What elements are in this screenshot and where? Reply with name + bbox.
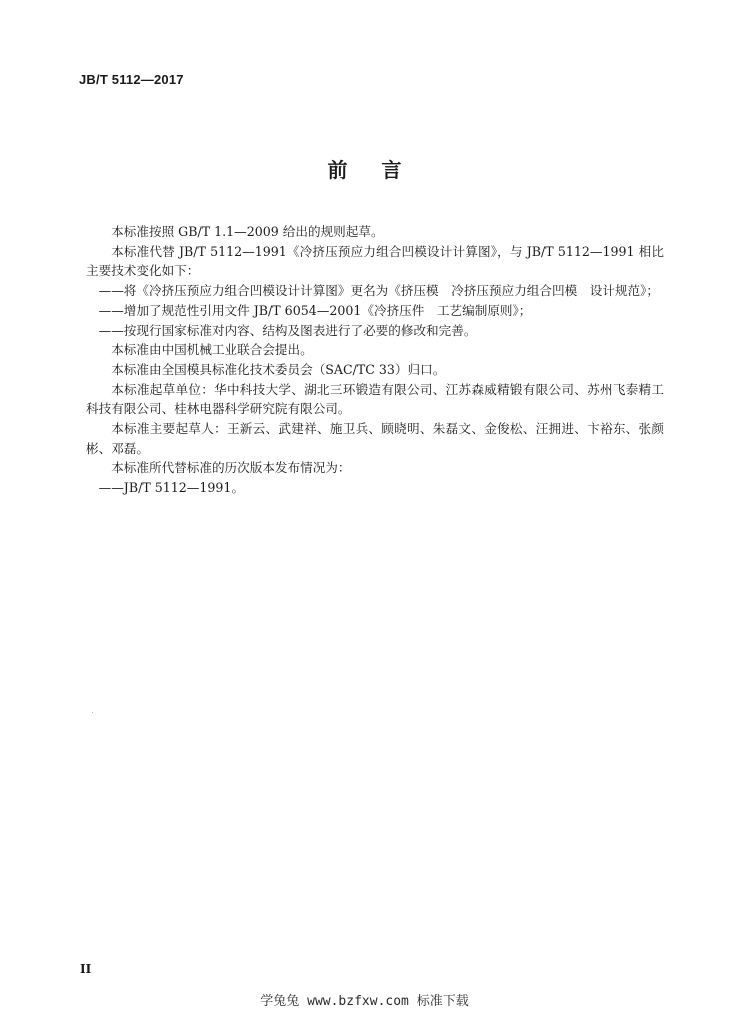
- paragraph-drafting-units: 本标准起草单位：华中科技大学、湖北三环锻造有限公司、江苏森威精锻有限公司、苏州飞泰精工科技有限公司、桂林电器科学研究院有限公司。: [86, 381, 664, 417]
- list-item-history-version: ——JB/T 5112—1991。: [98, 480, 245, 496]
- paragraph-proposed-by: 本标准由中国机械工业联合会提出。: [111, 342, 313, 358]
- page-title: 前言: [327, 158, 436, 182]
- paragraph-history-intro: 本标准所代替标准的历次版本发布情况为：: [111, 460, 351, 476]
- paragraph-administered-by: 本标准由全国模具标准化技术委员会（SAC/TC 33）归口。: [111, 361, 446, 377]
- foreword-body: [86, 222, 664, 498]
- list-item-added-reference: ——增加了规范性引用文件 JB/T 6054—2001《冷挤压件 工艺编制原则》；: [98, 302, 532, 318]
- paragraph-replaces: 本标准代替 JB/T 5112—1991《冷挤压预应力组合凹模设计计算图》，与 JB/T 5112—1991 相比主要技术变化如下：: [86, 243, 664, 279]
- list-item-revisions: ——按现行国家标准对内容、结构及图表进行了必要的修改和完善。: [98, 322, 477, 338]
- standard-code: JB/T 5112—2017: [79, 72, 184, 87]
- scan-speck: [92, 712, 93, 713]
- list-item-rename: ——将《冷挤压预应力组合凹模设计计算图》更名为《挤压模 冷挤压预应力组合凹模 设计规范》；: [98, 283, 660, 299]
- paragraph-drafters: 本标准主要起草人：王新云、武建祥、施卫兵、顾晓明、朱磊文、金俊松、汪拥进、卞裕东、张颜彬、邓磊。: [86, 421, 664, 456]
- page-number: II: [80, 962, 92, 976]
- paragraph-drafting-rules: 本标准按照 GB/T 1.1—2009 给出的规则起草。: [111, 224, 384, 239]
- watermark-text: 学兔兔 www.bzfxw.com 标准下载: [260, 994, 469, 1009]
